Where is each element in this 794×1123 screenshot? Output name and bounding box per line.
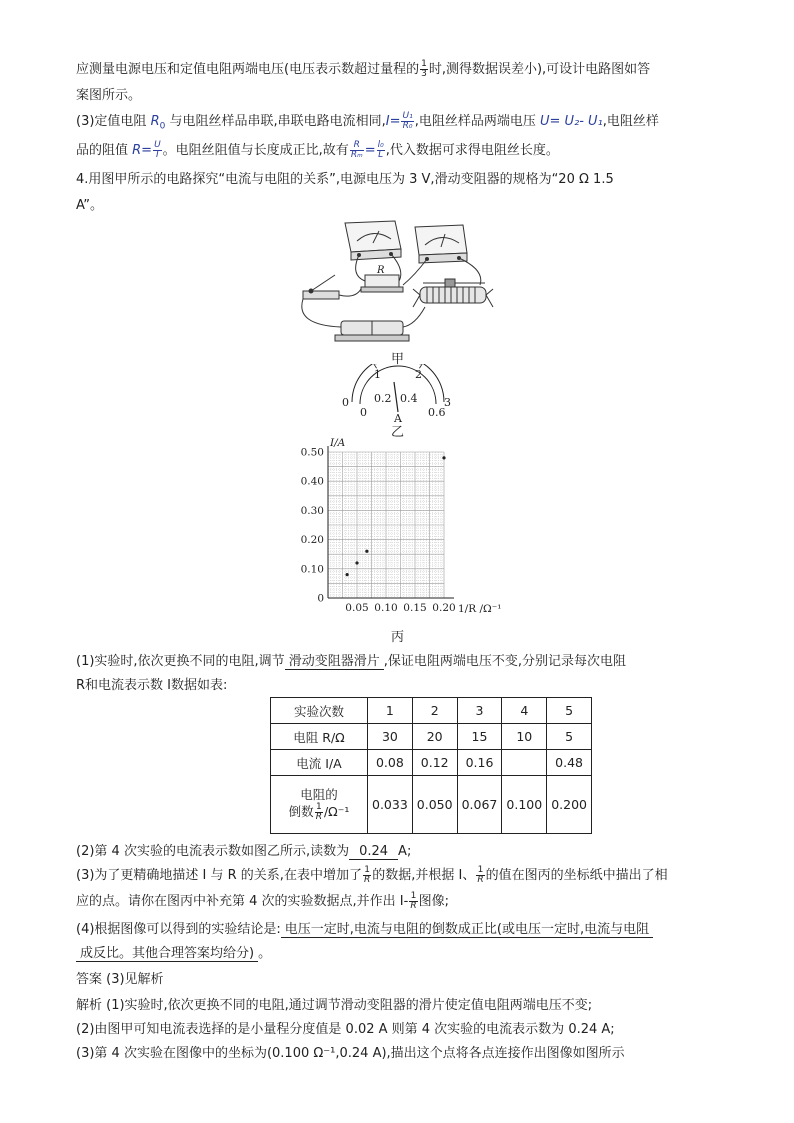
outer-tick-1: 1	[374, 368, 381, 381]
y-tick-label: 0.40	[300, 475, 324, 488]
part2-line: (2)第 4 次实验的电流表示数如图乙所示,读数为 0.24 A;	[76, 844, 412, 859]
figure-bing-label: 丙	[391, 630, 405, 645]
answer-blank: 0.24	[349, 844, 398, 860]
part1-line1: (1)实验时,依次更换不同的电阻,调节 滑动变阻器滑片 ,保证电阻两端电压不变,分别记录每次电阻	[76, 654, 626, 669]
battery	[335, 321, 409, 341]
analysis-line3: (3)第 4 次实验在图像中的坐标为(0.100 Ω⁻¹,0.24 A),描出这个点将各点连接作出图像如图所示	[76, 1046, 625, 1061]
outer-tick-3: 3	[444, 396, 451, 409]
part3-line1: (3)为了更精确地描述 I 与 R 的关系,在表中增加了 $\frac{1}{R}$ 的数据,并根据 I、 $\frac{1}{R}$ 的值在图丙的坐标纸中描出了相	[76, 865, 668, 885]
answer-blank: 成反比。其他合理答案均给分)	[76, 946, 258, 962]
analysis-line2: (2)由图甲可知电流表选择的是小量程分度值是 0.02 A 则第 4 次实验的电流表示数为 0.24 A;	[76, 1022, 615, 1037]
para3-line2: 品的阻值 R= $\frac{U}{I}$ 。电阻丝阻值与长度成正比,故有 $\frac{R}{\text{Rₘ}}$ = $\frac{\text{l₀}}{L}$ ,代入数据可求得电阻丝长度。	[76, 140, 559, 160]
figure-yi-label: 乙	[391, 425, 405, 440]
answer-blank: 滑动变阻器滑片	[285, 654, 384, 670]
inner-tick-2: 0.4	[400, 392, 418, 405]
analysis-line1: 解析 (1)实验时,依次更换不同的电阻,通过调节滑动变阻器的滑片使定值电阻两端电压不变;	[76, 998, 593, 1013]
dial-needle	[394, 382, 398, 412]
y-tick-label: 0.10	[300, 563, 324, 576]
inner-tick-3: 0.6	[428, 406, 446, 419]
fraction: $\frac{1}{R}$	[315, 802, 322, 822]
y-tick-label: 0.50	[300, 446, 324, 459]
outer-tick-2: 2	[415, 368, 422, 381]
resistor-label: R	[377, 265, 385, 276]
x-tick-label: 0.10	[374, 602, 398, 614]
x-tick-label: 0.20	[432, 602, 456, 614]
y-tick-label: 0.30	[300, 504, 324, 517]
answer-blank: 电压一定时,电流与电阻的倒数成正比(或电压一定时,电流与电阻	[281, 922, 653, 938]
table-row: 电阻 R/Ω 30 20 15 10 5	[271, 724, 592, 750]
para3-line1: (3)定值电阻 $R_0$ 与电阻丝样品串联,串联电路电流相同,I= $\frac{\text{U₁}}{\text{R₀}}$ ,电阻丝样品两端电压 U= U₂- U₁,电阻丝样	[76, 111, 659, 132]
figure-jia-label: 甲	[391, 352, 405, 367]
ammeter-right	[415, 225, 467, 263]
fraction: $\frac{U}{I}$	[154, 140, 161, 160]
fraction: $\frac{R}{\text{Rₘ}}$	[350, 140, 363, 160]
data-point	[346, 573, 349, 576]
outer-tick-0: 0	[342, 396, 349, 409]
data-point	[355, 561, 358, 564]
x-axis-label: 1/R /Ω⁻¹	[458, 603, 502, 615]
part1-line2: R和电流表示数 I数据如表:	[76, 678, 228, 693]
inner-tick-1: 0.2	[374, 392, 392, 405]
y-axis-label: I/A	[330, 437, 346, 449]
fraction: $\frac{1}{R}$	[410, 891, 417, 911]
fraction: $\frac{1}{R}$	[363, 865, 371, 885]
q4-line2: A”。	[76, 198, 104, 213]
fraction: $\frac{\text{U₁}}{\text{R₀}}$	[402, 111, 413, 131]
x-tick-label: 0.05	[345, 602, 369, 614]
meter-unit: A	[394, 412, 402, 424]
para1-line2: 案图所示。	[76, 88, 142, 103]
circuit-figure	[295, 215, 505, 350]
part4-line1: (4)根据图像可以得到的实验结论是: 电压一定时,电流与电阻的倒数成正比(或电压一定时,电流与电阻	[76, 920, 726, 940]
fraction: $\frac{1}{3}$	[421, 59, 427, 79]
voltmeter-left	[345, 221, 401, 260]
resistor	[361, 275, 403, 292]
answer-line: 答案 (3)见解析	[76, 972, 164, 987]
fraction: $\frac{\text{l₀}}{L}$	[377, 140, 384, 160]
y-tick-label: 0.20	[300, 534, 324, 547]
inner-tick-0: 0	[360, 406, 367, 419]
table-row: 电阻的 倒数 $\frac{1}{R}$ /Ω⁻¹ 0.033 0.050 0.067 0.100 0.200	[271, 776, 592, 834]
x-tick-label: 0.15	[403, 602, 427, 614]
ammeter-dial	[336, 364, 460, 424]
table-row: 实验次数 1 2 3 4 5	[271, 698, 592, 724]
table-row: 电流 I/A 0.08 0.12 0.16 0.48	[271, 750, 592, 776]
scatter-chart	[290, 434, 506, 626]
q4-line1: 4.用图甲所示的电路探究“电流与电阻的关系”,电源电压为 3 V,滑动变阻器的规格为“20 Ω 1.5	[76, 172, 614, 187]
part4-line2: 成反比。其他合理答案均给分) 。	[76, 944, 726, 964]
fraction: $\frac{1}{R}$	[477, 865, 484, 885]
data-table	[270, 697, 592, 834]
para1-line1: 应测量电源电压和定值电阻两端电压(电压表示数超过量程的 $\frac{1}{3}$ 时,测得数据误差小),可设计电路图如答	[76, 59, 651, 79]
part3-line2: 应的点。请你在图丙中补充第 4 次的实验数据点,并作出 I- $\frac{1}{R}$ 图像;	[76, 891, 449, 911]
data-point	[365, 550, 368, 553]
switch	[303, 275, 339, 299]
y-tick-label: 0	[317, 592, 324, 605]
data-point	[442, 456, 445, 459]
